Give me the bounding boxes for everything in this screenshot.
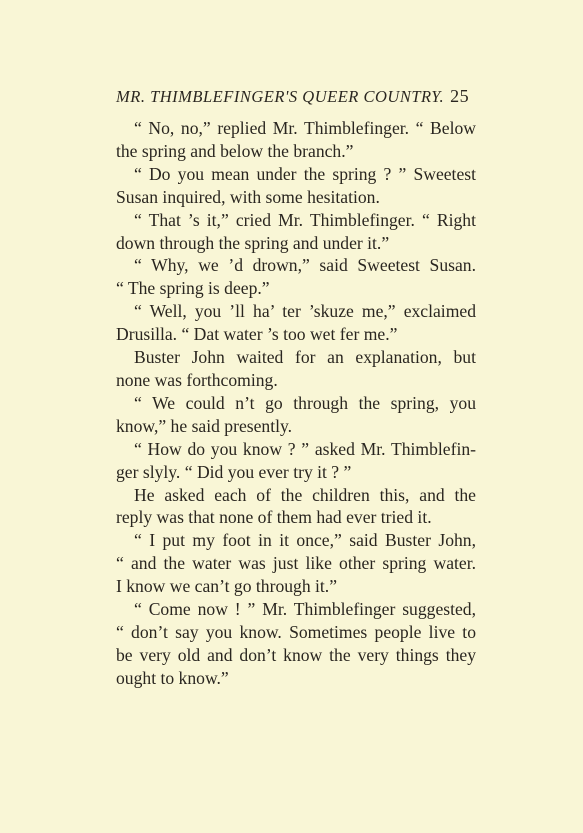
paragraph [116, 163, 476, 209]
paragraph [116, 392, 476, 438]
paragraph [116, 117, 476, 163]
page-number: 25 [450, 86, 470, 106]
text-line: Susan inquired, with some hesitation. [116, 186, 380, 207]
text-line: “ Well, you ’ll ha’ ter ’skuze me,” exclaimed [134, 301, 476, 322]
paragraph [116, 346, 476, 392]
text-line: “ The spring is deep.” [116, 278, 270, 299]
text-line: “ That ’s it,” cried Mr. Thimblefinger. “ Right [134, 209, 476, 230]
paragraph [116, 254, 476, 300]
paragraph [116, 598, 476, 690]
text-line: the spring and below the branch.” [116, 140, 354, 161]
running-head [116, 86, 476, 107]
paragraph [116, 209, 476, 255]
text-line: Drusilla. “ Dat water ’s too wet fer me.” [116, 324, 398, 345]
paragraph [116, 529, 476, 598]
text-line: Buster John waited for an explanation, but [134, 347, 476, 368]
running-head-title: MR. THIMBLEFINGER'S QUEER COUNTRY. [116, 87, 445, 106]
text-line: none was forthcoming. [116, 369, 278, 390]
text-line: “ don’t say you know. Sometimes people live to [116, 621, 476, 642]
text-line: “ Come now ! ” Mr. Thimblefinger suggested, [134, 599, 476, 620]
paragraph [116, 484, 476, 530]
text-line: “ Why, we ’d drown,” said Sweetest Susan. [134, 255, 476, 276]
text-line: reply was that none of them had ever tried it. [116, 507, 432, 528]
text-line: “ How do you know ? ” asked Mr. Thimblefin- [134, 438, 476, 459]
text-line: I know we can’t go through it.” [116, 576, 338, 597]
text-line: down through the spring and under it.” [116, 232, 390, 253]
text-line: ought to know.” [116, 667, 229, 688]
text-line: “ Do you mean under the spring ? ” Sweetest [134, 163, 476, 184]
text-line: be very old and don’t know the very things they [116, 644, 476, 665]
paragraph [116, 438, 476, 484]
paragraph [116, 300, 476, 346]
text-line: “ We could n’t go through the spring, you [134, 392, 476, 413]
text-line: “ and the water was just like other spring water. [116, 553, 476, 574]
text-line: “ No, no,” replied Mr. Thimblefinger. “ Below [134, 118, 476, 138]
text-line: know,” he said presently. [116, 415, 293, 436]
text-line: “ I put my foot in it once,” said Buster John, [134, 530, 476, 551]
text-line: He asked each of the children this, and the [134, 484, 476, 505]
body-text [116, 117, 476, 690]
text-line: ger slyly. “ Did you ever try it ? ” [116, 461, 352, 482]
